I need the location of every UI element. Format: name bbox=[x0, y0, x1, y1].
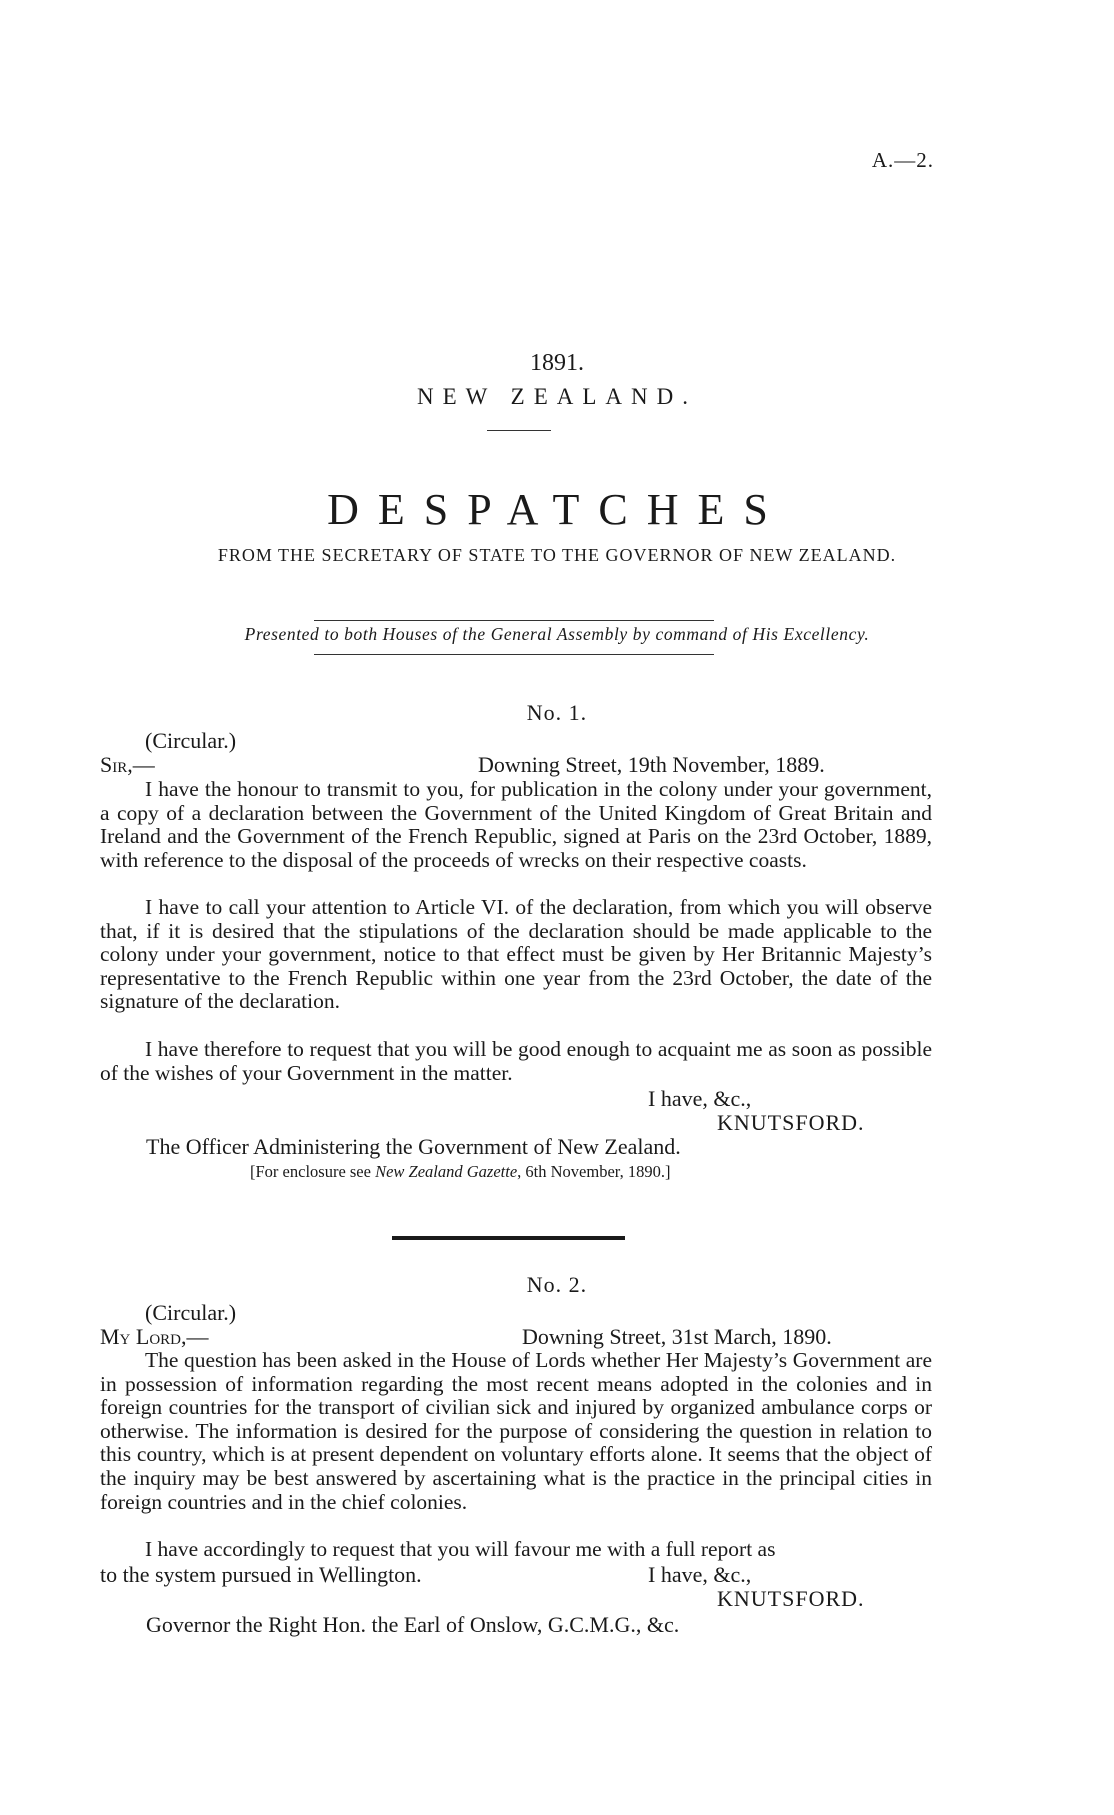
despatch-2-paragraph-end: to the system pursued in Wellington. bbox=[100, 1562, 422, 1587]
document-reference: A.—2. bbox=[871, 148, 934, 172]
despatch-1-signature: KNUTSFORD. bbox=[717, 1110, 865, 1135]
despatch-2-paragraph: I have accordingly to request that you will favour me with a full report as bbox=[145, 1537, 776, 1561]
divider-bottom bbox=[314, 654, 714, 655]
despatch-1-number: No. 1. bbox=[526, 700, 588, 725]
despatch-2-addressee: Governor the Right Hon. the Earl of Onslow, G.C.M.G., &c. bbox=[146, 1612, 680, 1637]
despatch-2-signature: KNUTSFORD. bbox=[717, 1586, 865, 1611]
country-heading: NEW ZEALAND. bbox=[416, 384, 698, 409]
despatch-1-addressee: The Officer Administering the Government of New Zealand. bbox=[146, 1134, 681, 1159]
despatch-1-circular: (Circular.) bbox=[145, 728, 237, 753]
despatch-1-paragraph: I have to call your attention to Article VI. of the declaration, from which you will observe that, if it is desired that the stipulations of the declaration should be made applicable to the colony under your government, notice to that effect must be given by Her Britannic Majesty’s representative to the French Republic within one year from the 23rd October, the date of the signature of the declaration. bbox=[100, 895, 932, 1014]
despatch-2-number: No. 2. bbox=[526, 1272, 588, 1297]
despatch-2-paragraph: The question has been asked in the House of Lords whether Her Majesty’s Government are in possession of information regarding the most recent means adopted in the colonies and in foreign countries for the transport of civilian sick and injured by organized ambulance corps or otherwise. The information is desired for the purpose of considering the question in relation to this country, which is at present dependent on voluntary efforts alone. It seems that the object of the inquiry may be best answered by ascertaining what is the practice in the principal cities in foreign countries and in the chief colonies. bbox=[100, 1348, 932, 1514]
presented-note: Presented to both Houses of the General Assembly by command of His Excellency. bbox=[244, 624, 870, 644]
despatch-1-dateline: Downing Street, 19th November, 1889. bbox=[478, 752, 825, 777]
document-subtitle: FROM THE SECRETARY OF STATE TO THE GOVERNOR OF NEW ZEALAND. bbox=[217, 545, 897, 565]
section-divider bbox=[392, 1236, 625, 1240]
despatch-1-salutation: Sir,— bbox=[100, 752, 155, 777]
divider-top bbox=[314, 620, 714, 621]
year: 1891. bbox=[530, 350, 584, 376]
despatch-2-circular: (Circular.) bbox=[145, 1300, 237, 1325]
despatch-1-paragraph: I have therefore to request that you will be good enough to acquaint me as soon as possible of the wishes of your Government in the matter. bbox=[100, 1037, 932, 1085]
despatch-1-closing: I have, &c., bbox=[648, 1086, 752, 1111]
despatch-2-closing: I have, &c., bbox=[648, 1562, 752, 1587]
despatch-2-salutation: My Lord,— bbox=[100, 1324, 209, 1349]
document-title: DESPATCHES bbox=[327, 485, 787, 534]
enclosure-note: [For enclosure see New Zealand Gazette, 6th November, 1890.] bbox=[250, 1162, 671, 1181]
despatch-1-paragraph: I have the honour to transmit to you, for publication in the colony under your government, a copy of a declaration between the Government of the United Kingdom of Great Britain and Ireland and the Government of the French Republic, signed at Paris on the 23rd October, 1889, with reference to the disposal of the proceeds of wrecks on their respective coasts. bbox=[100, 777, 932, 872]
short-divider bbox=[487, 430, 551, 431]
despatch-2-dateline: Downing Street, 31st March, 1890. bbox=[522, 1324, 832, 1349]
